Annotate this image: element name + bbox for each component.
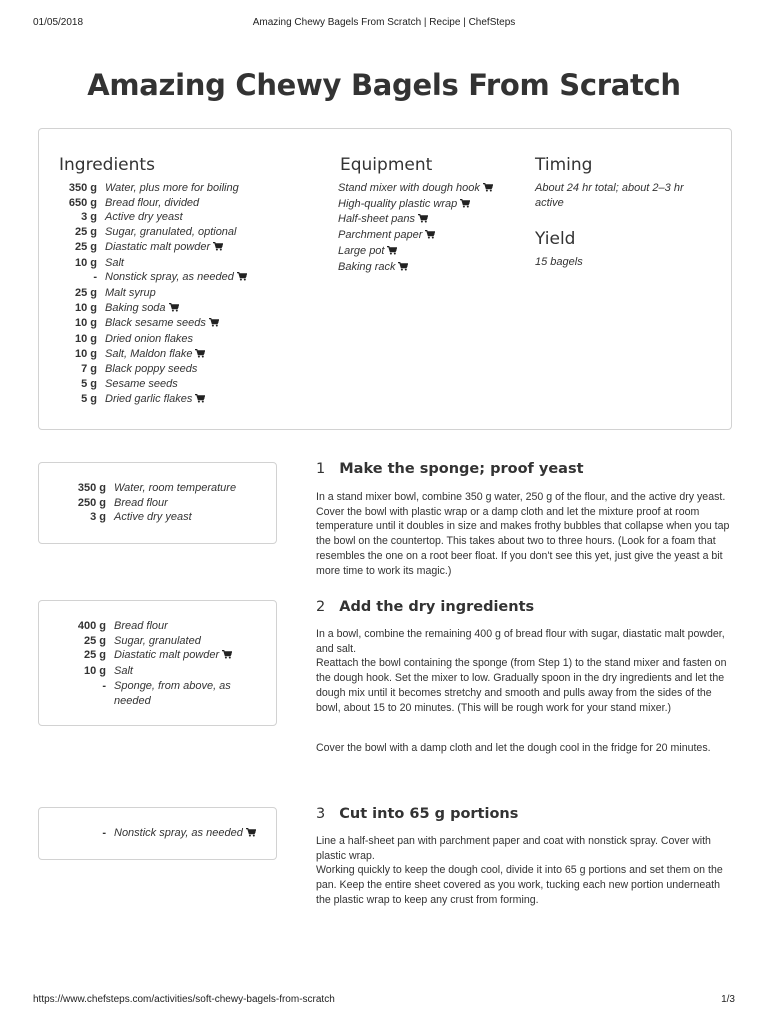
- item-label: Bread flour, divided: [105, 196, 200, 209]
- ingredient-quantity: 7 g: [81, 363, 97, 376]
- ingredient-row: [39, 316, 247, 332]
- ingredient-row: [39, 332, 247, 347]
- ingredient-quantity: 350 g: [77, 482, 106, 494]
- item-label: Sugar, granulated: [114, 634, 201, 647]
- ingredient-quantity: 3 g: [81, 211, 97, 224]
- print-page-title: Amazing Chewy Bagels From Scratch | Recipe | ChefSteps: [252, 17, 516, 28]
- ingredient-row: [48, 664, 254, 679]
- equipment-name: [338, 260, 408, 276]
- ingredient-row: [39, 301, 247, 317]
- item-label: Sugar, granulated, optional: [105, 226, 237, 239]
- ingredient-row: [48, 648, 254, 664]
- ingredient-name: [114, 481, 236, 496]
- shopping-cart-icon[interactable]: [169, 302, 179, 317]
- ingredient-name: [114, 496, 168, 511]
- ingredient-row: [48, 634, 254, 649]
- step-2-heading: [316, 599, 534, 615]
- equipment-row: [338, 197, 493, 213]
- ingredient-row: [39, 347, 247, 363]
- equipment-row: [338, 260, 493, 276]
- item-label: Parchment paper: [338, 229, 423, 242]
- timing-text: About 24 hr total; about 2–3 hr active: [535, 182, 684, 209]
- ingredient-quantity: 25 g: [74, 240, 97, 253]
- ingredient-quantity: 10 g: [74, 256, 97, 269]
- step-2-ingredients-box: [38, 600, 277, 726]
- ingredient-name: [105, 270, 247, 286]
- yield-heading: Yield: [535, 229, 576, 249]
- ingredient-name: [105, 362, 197, 377]
- ingredient-name: [105, 196, 199, 211]
- item-label: Baking rack: [338, 260, 396, 273]
- ingredient-quantity: 10 g: [74, 301, 97, 314]
- item-label: Diastatic malt powder: [114, 649, 220, 662]
- ingredient-quantity: 10 g: [74, 347, 97, 360]
- equipment-list: [338, 181, 493, 275]
- ingredient-name: [114, 664, 133, 679]
- ingredient-name: [105, 332, 193, 347]
- ingredient-row: [39, 377, 247, 392]
- ingredient-row: [39, 225, 247, 240]
- ingredient-name: [105, 347, 205, 363]
- ingredient-row: [39, 240, 247, 256]
- item-label: Sponge, from above, as needed: [114, 679, 231, 707]
- item-label: Water, room temperature: [114, 482, 237, 494]
- equipment-row: [338, 181, 493, 197]
- ingredients-heading: Ingredients: [59, 155, 155, 175]
- item-label: Large pot: [338, 244, 385, 257]
- ingredient-row: [48, 496, 236, 511]
- ingredient-quantity: 25 g: [74, 226, 97, 239]
- step-paragraph: Line a half-sheet pan with parchment paper and coat with nonstick spray. Cover with plastic wrap.: [316, 835, 711, 862]
- shopping-cart-icon[interactable]: [246, 827, 256, 842]
- item-label: Salt: [114, 665, 133, 678]
- item-label: Salt, Maldon flake: [105, 347, 193, 360]
- step-3-heading: [316, 806, 518, 822]
- ingredient-quantity: 5 g: [81, 378, 97, 391]
- recipe-title: Amazing Chewy Bagels From Scratch: [87, 68, 681, 102]
- ingredient-row: [39, 181, 247, 196]
- shopping-cart-icon[interactable]: [213, 241, 223, 256]
- item-label: Sesame seeds: [105, 378, 178, 391]
- step-1-ingredients-box: [38, 462, 277, 544]
- ingredient-name: [105, 256, 124, 271]
- ingredient-name: [105, 316, 219, 332]
- item-label: Nonstick spray, as needed: [114, 827, 243, 839]
- ingredient-name: [105, 392, 205, 408]
- step-3-ingredients-list: [48, 826, 256, 842]
- shopping-cart-icon[interactable]: [222, 649, 232, 664]
- item-label: Nonstick spray, as needed: [105, 271, 234, 284]
- recipe-overview-box: [38, 128, 732, 430]
- item-label: Salt: [105, 256, 124, 269]
- ingredient-row: [39, 256, 247, 271]
- shopping-cart-icon[interactable]: [195, 348, 205, 363]
- ingredient-quantity: -: [93, 271, 97, 284]
- shopping-cart-icon[interactable]: [237, 271, 247, 286]
- equipment-row: [338, 212, 493, 228]
- ingredient-name: [114, 510, 192, 525]
- step-title: Add the dry ingredients: [339, 599, 535, 615]
- ingredient-quantity: 250 g: [77, 496, 106, 509]
- shopping-cart-icon[interactable]: [418, 213, 428, 228]
- step-3-ingredients-box: [38, 807, 277, 860]
- equipment-name: [338, 244, 397, 260]
- item-label: Water, plus more for boiling: [105, 182, 239, 194]
- ingredient-row: [48, 481, 236, 496]
- item-label: Dried garlic flakes: [105, 392, 193, 405]
- ingredient-row: [39, 196, 247, 211]
- ingredient-name: [105, 225, 237, 240]
- ingredient-quantity: 5 g: [81, 392, 97, 405]
- ingredient-quantity: 25 g: [83, 649, 106, 662]
- ingredient-name: [114, 634, 201, 649]
- ingredient-name: [114, 619, 168, 634]
- step-paragraph: In a bowl, combine the remaining 400 g of bread flour with sugar, diastatic malt powder, and salt.: [316, 628, 725, 655]
- equipment-row: [338, 228, 493, 244]
- ingredient-name: [114, 648, 232, 664]
- step-paragraph: Working quickly to keep the dough cool, divide it into 65 g portions and set them on the pan. Keep the entire sheet covered as you work, tucking each new portion underneath the plastic wrap to keep any crust from forming.: [316, 864, 723, 906]
- equipment-name: [338, 181, 493, 197]
- shopping-cart-icon[interactable]: [398, 261, 408, 276]
- ingredient-name: [114, 679, 254, 708]
- ingredient-row: [39, 270, 247, 286]
- item-label: Bread flour: [114, 496, 168, 509]
- ingredient-name: [114, 826, 256, 842]
- item-label: Active dry yeast: [114, 511, 192, 524]
- ingredient-row: [48, 619, 254, 634]
- ingredient-name: [105, 301, 179, 317]
- item-label: Black poppy seeds: [105, 363, 198, 376]
- shopping-cart-icon[interactable]: [209, 317, 219, 332]
- ingredient-row: [48, 679, 254, 708]
- timing-heading: Timing: [535, 155, 593, 175]
- ingredient-name: [105, 286, 156, 301]
- item-label: Dried onion flakes: [105, 333, 194, 346]
- shopping-cart-icon[interactable]: [483, 182, 493, 197]
- step-number: 2: [316, 599, 326, 615]
- ingredients-list: [39, 181, 247, 408]
- step-3-body: [316, 834, 734, 908]
- ingredient-quantity: 10 g: [74, 317, 97, 330]
- ingredient-row: [39, 362, 247, 377]
- print-date: 01/05/2018: [33, 17, 84, 28]
- step-title: Make the sponge; proof yeast: [339, 461, 584, 477]
- page-number: 1/3: [721, 994, 735, 1005]
- step-2-body: [316, 627, 734, 756]
- ingredient-name: [105, 377, 178, 392]
- ingredient-name: [105, 181, 239, 196]
- yield-text: 15 bagels: [535, 256, 583, 268]
- item-label: Malt syrup: [105, 286, 156, 299]
- item-label: Stand mixer with dough hook: [338, 182, 480, 194]
- item-label: Black sesame seeds: [105, 317, 206, 330]
- ingredient-row: [39, 286, 247, 301]
- ingredient-quantity: 650 g: [68, 196, 97, 209]
- ingredient-quantity: 10 g: [83, 665, 106, 678]
- equipment-row: [338, 244, 493, 260]
- step-2-ingredients-list: [48, 619, 254, 708]
- ingredient-quantity: 25 g: [83, 634, 106, 647]
- ingredient-quantity: 350 g: [68, 182, 97, 194]
- shopping-cart-icon[interactable]: [460, 198, 470, 213]
- item-label: Half-sheet pans: [338, 213, 416, 226]
- equipment-name: [338, 212, 428, 228]
- step-1-ingredients-list: [48, 481, 236, 525]
- ingredient-row: [39, 210, 247, 225]
- ingredient-name: [105, 210, 183, 225]
- shopping-cart-icon[interactable]: [195, 393, 205, 408]
- item-label: Active dry yeast: [105, 211, 183, 224]
- shopping-cart-icon[interactable]: [387, 245, 397, 260]
- shopping-cart-icon[interactable]: [425, 229, 435, 244]
- item-label: High-quality plastic wrap: [338, 197, 458, 210]
- ingredient-quantity: -: [102, 679, 106, 692]
- item-label: Baking soda: [105, 301, 166, 314]
- step-paragraph: In a stand mixer bowl, combine 350 g water, 250 g of the flour, and the active dry yeast. Cover the bowl with plastic wrap or a damp cloth and let the mixture proof at room temperature until it doubles in size and makes frothy bubbles that collapse when you tap the bowl on the countertop. This takes about two to three hours. (Look for a foam that resembles the one on a root beer float. If you don't see this yet, just give the yeast a bit more time to work its magic.): [316, 491, 730, 577]
- step-number: 1: [316, 461, 326, 477]
- equipment-name: [338, 228, 435, 244]
- ingredient-name: [105, 240, 223, 256]
- ingredient-quantity: -: [102, 827, 106, 839]
- equipment-heading: Equipment: [340, 155, 433, 175]
- ingredient-row: [39, 392, 247, 408]
- ingredient-row: [48, 826, 256, 842]
- step-number: 3: [316, 806, 326, 822]
- ingredient-quantity: 400 g: [77, 620, 106, 632]
- step-paragraph: Cover the bowl with a damp cloth and let the dough cool in the fridge for 20 minutes.: [316, 742, 711, 755]
- ingredient-quantity: 10 g: [74, 333, 97, 346]
- step-title: Cut into 65 g portions: [339, 806, 519, 822]
- step-1-body: [316, 490, 734, 578]
- ingredient-quantity: 25 g: [74, 286, 97, 299]
- ingredient-quantity: 3 g: [90, 511, 106, 524]
- ingredient-row: [48, 510, 236, 525]
- step-paragraph: Reattach the bowl containing the sponge (from Step 1) to the stand mixer and fasten on the dough hook. Set the mixer to low. Gradually spoon in the dry ingredients and let the dough mix until it becomes stretchy and smooth and pulls away from the sides of the bowl, about 15 to 20 minutes. (This will be rough work for your stand mixer.): [316, 657, 727, 714]
- page-url-link[interactable]: https://www.chefsteps.com/activities/soft-chewy-bagels-from-scratch: [33, 994, 335, 1005]
- step-1-heading: [316, 461, 584, 477]
- equipment-name: [338, 197, 470, 213]
- item-label: Diastatic malt powder: [105, 240, 211, 253]
- item-label: Bread flour: [114, 620, 168, 632]
